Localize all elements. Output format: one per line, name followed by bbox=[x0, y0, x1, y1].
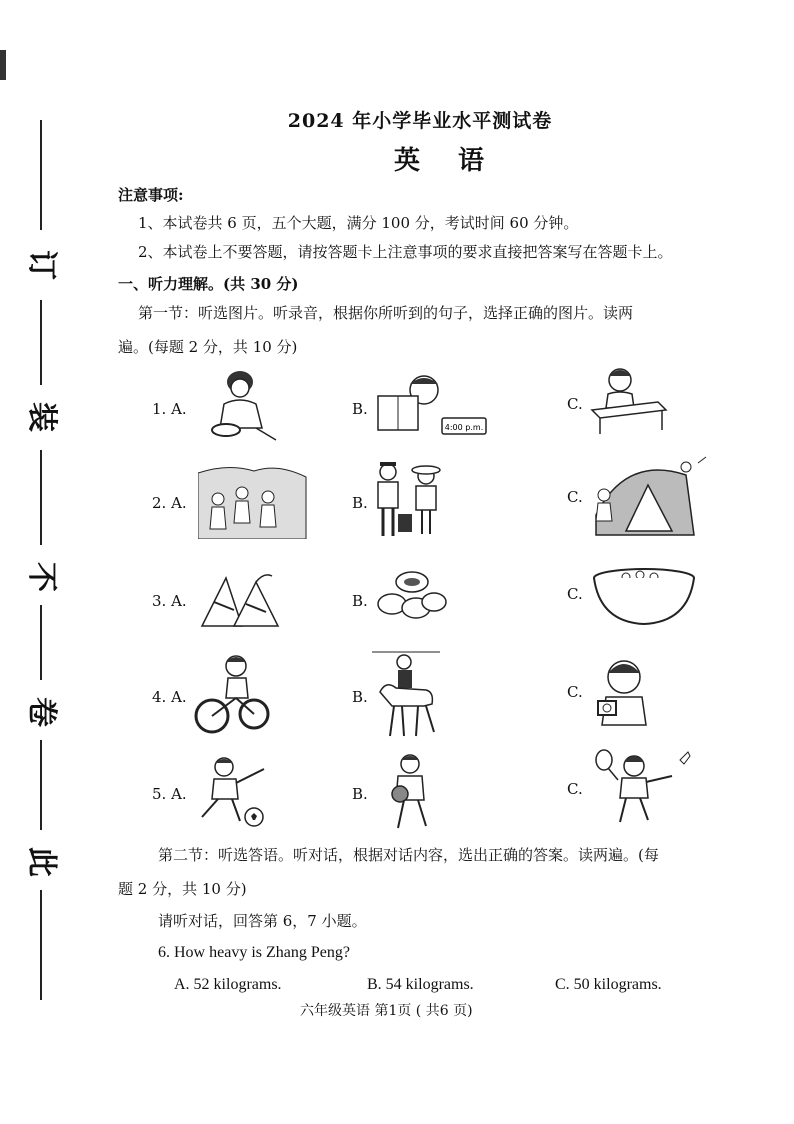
question-1-option-c: C. bbox=[567, 395, 583, 413]
binding-char-2: 装 bbox=[24, 402, 59, 432]
binding-line bbox=[40, 740, 42, 830]
section1-heading: 一、听力理解。(共 30 分) bbox=[118, 275, 299, 293]
notes-item-2: 2、本试卷上不要答题，请按答题卡上注意事项的要求直接把答案写在答题卡上。 bbox=[138, 243, 673, 261]
part1-instruction-line1: 第一节：听选图片。听录音，根据你所听到的句子，选择正确的图片。读两 bbox=[138, 304, 634, 322]
binding-line bbox=[40, 605, 42, 680]
binding-char-4: 卷 bbox=[24, 697, 59, 727]
question-2-option-b: B. bbox=[352, 494, 368, 512]
part2-instruction-line1: 第二节：听选答语。听对话，根据对话内容，选出正确的答案。读两遍。(每 bbox=[158, 846, 659, 864]
subject-title: 英语 bbox=[393, 146, 522, 176]
question-2-option-c: C. bbox=[567, 488, 583, 506]
question-4-option-c: C. bbox=[567, 683, 583, 701]
question-1-option-b: B. bbox=[352, 400, 368, 418]
question-1-label: 1. A. bbox=[152, 400, 187, 418]
q3-a-zongzi-image bbox=[198, 570, 282, 630]
q4-c-taking-photos-image bbox=[594, 655, 656, 727]
notes-heading: 注意事项: bbox=[118, 186, 184, 204]
page-edge-mark bbox=[0, 50, 6, 80]
binding-line bbox=[40, 890, 42, 1000]
q5-b-basketball-image bbox=[380, 752, 440, 832]
q1-c-desk-writing-image bbox=[588, 362, 668, 437]
q1-b-clock-text: 4:00 p.m. bbox=[444, 423, 484, 432]
question-5-label: 5. A. bbox=[152, 785, 187, 803]
question-2-label: 2. A. bbox=[152, 494, 187, 512]
exam-title: 2024 年小学毕业水平测试卷 bbox=[287, 110, 553, 132]
q1-b-reading-image bbox=[374, 368, 489, 443]
question-6-text: 6. How heavy is Zhang Peng? bbox=[158, 944, 350, 961]
q2-a-family-picnic-image bbox=[198, 463, 310, 539]
q1-a-cooking-image bbox=[200, 368, 280, 448]
q4-a-cycling-image bbox=[192, 652, 272, 738]
question-6-option-c: C. 50 kilograms. bbox=[555, 976, 662, 993]
notes-item-1: 1、本试卷共 6 页，五个大题，满分 100 分，考试时间 60 分钟。 bbox=[138, 214, 579, 232]
question-4-label: 4. A. bbox=[152, 688, 187, 706]
question-3-option-b: B. bbox=[352, 592, 368, 610]
question-4-option-b: B. bbox=[352, 688, 368, 706]
binding-margin bbox=[0, 0, 80, 1124]
binding-line bbox=[40, 300, 42, 385]
page-footer: 六年级英语 第1页 ( 共6 页) bbox=[300, 1003, 473, 1019]
question-3-label: 3. A. bbox=[152, 592, 187, 610]
q2-c-camping-image bbox=[586, 455, 708, 543]
binding-line bbox=[40, 450, 42, 545]
binding-char-5: 此 bbox=[24, 847, 59, 877]
part2-listen-instruction: 请听对话，回答第 6，7 小题。 bbox=[158, 912, 367, 930]
question-5-option-b: B. bbox=[352, 785, 368, 803]
binding-char-1: 订 bbox=[24, 250, 59, 280]
question-3-option-c: C. bbox=[567, 585, 583, 603]
binding-char-3: 不 bbox=[24, 562, 59, 592]
q3-c-tangyuan-bowl-image bbox=[590, 566, 698, 628]
part1-instruction-line2: 遍。(每题 2 分，共 10 分) bbox=[118, 338, 298, 356]
binding-line bbox=[40, 120, 42, 230]
question-6-option-b: B. 54 kilograms. bbox=[367, 976, 474, 993]
part2-instruction-line2: 题 2 分，共 10 分) bbox=[118, 880, 247, 898]
question-5-option-c: C. bbox=[567, 780, 583, 798]
q3-b-mooncakes-image bbox=[376, 568, 448, 624]
q2-b-travellers-image bbox=[370, 458, 445, 543]
question-6-option-a: A. 52 kilograms. bbox=[174, 976, 282, 993]
q5-a-football-image bbox=[194, 755, 276, 829]
q4-b-horse-riding-image bbox=[370, 650, 445, 742]
q5-c-badminton-image bbox=[594, 746, 694, 828]
